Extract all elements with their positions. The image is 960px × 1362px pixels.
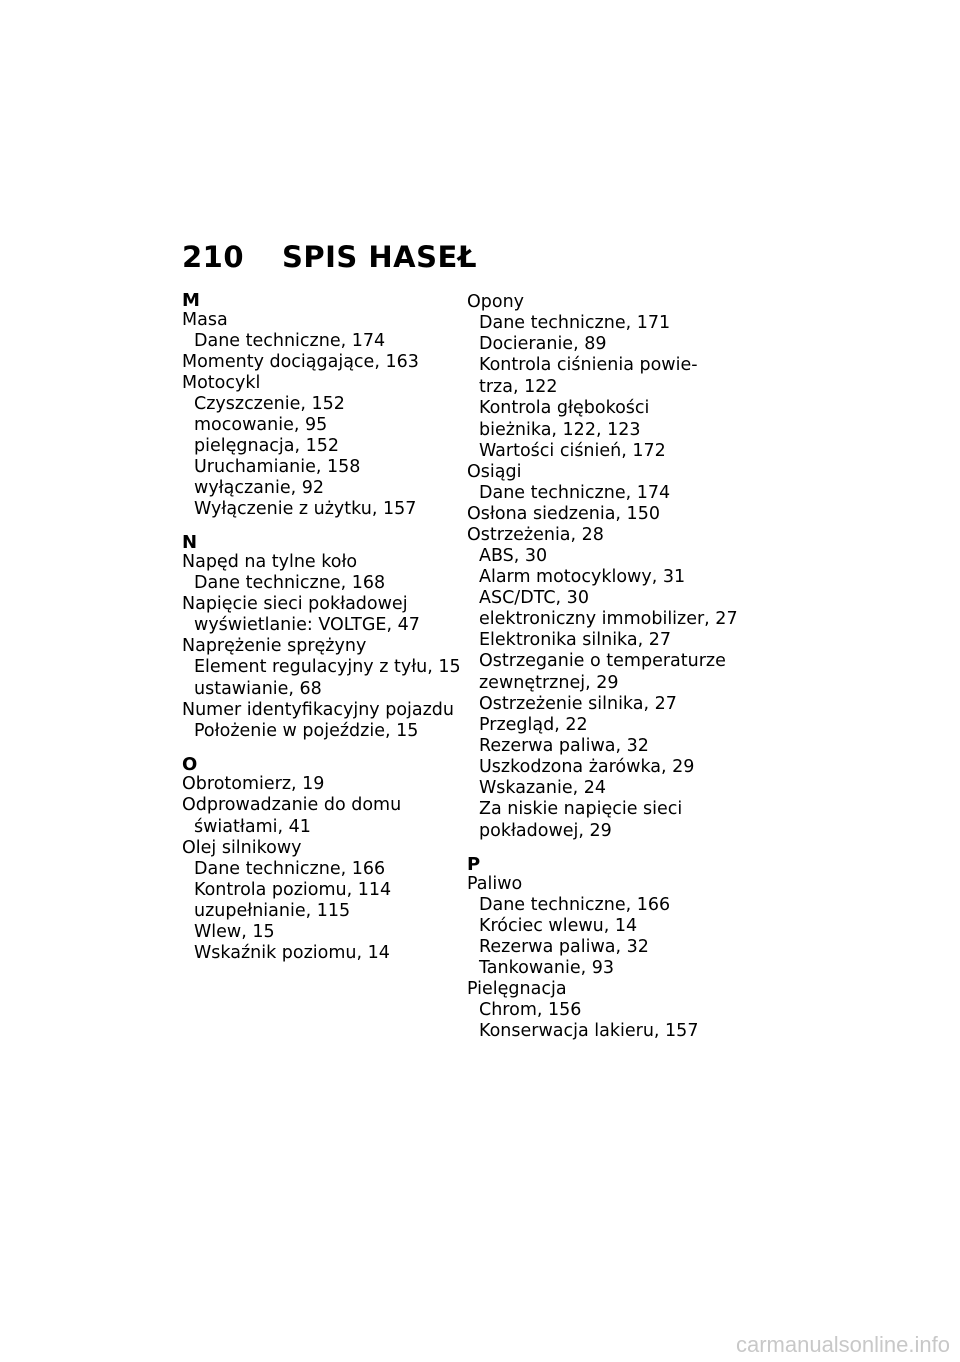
entry-subitem: Rezerwa paliwa, 32 [479, 937, 649, 957]
entry-subitem: wyświetlanie: VOLTGE, 47 [194, 615, 420, 635]
index-entry [467, 504, 752, 525]
entry-subitem: Wyłączenie z użytku, 157 [194, 499, 417, 519]
entry-subitem: Dane techniczne, 174 [194, 331, 386, 351]
entry-subitem: Dane techniczne, 174 [479, 483, 671, 503]
entry-subitem: Rezerwa paliwa, 32 [479, 736, 649, 756]
index-entry [182, 774, 467, 795]
page-number: 210 [182, 240, 245, 274]
index-entry [182, 636, 467, 700]
entry-subitem: Dane techniczne, 166 [194, 859, 386, 879]
entry-subitem: Alarm motocyklowy, 31 [479, 567, 686, 587]
entry-subitem: pielęgnacja, 152 [194, 436, 340, 456]
entry-term: Odprowadzanie do domu [182, 795, 402, 815]
page-title: SPIS HASEŁ [282, 240, 477, 274]
index-entry [467, 874, 752, 979]
entry-term: Naprężenie sprężyny [182, 636, 367, 656]
entry-term: Obrotomierz, 19 [182, 774, 325, 794]
index-entry [467, 462, 752, 504]
index-entry [182, 838, 467, 964]
entry-subitem: Ostrzeżenie silnika, 27 [479, 694, 677, 714]
entry-subitem: Wskazanie, 24 [479, 778, 606, 798]
entry-subitem: Element regulacyjny z tyłu, 15 [194, 657, 461, 677]
entry-term: Paliwo [467, 874, 523, 894]
entry-subitem: uzupełnianie, 115 [194, 901, 351, 921]
index-entry [182, 373, 467, 520]
entry-subitem: elektroniczny immobilizer, 27 [479, 609, 738, 629]
entry-term: Motocykl [182, 373, 261, 393]
entry-subitem: Wartości ciśnień, 172 [479, 441, 666, 461]
entry-subitem: Konserwacja lakieru, 157 [479, 1021, 699, 1041]
index-entry [467, 525, 752, 842]
section-letter-o: O [182, 754, 198, 775]
index-entry [182, 552, 467, 594]
entry-subitem: Ostrzeganie o temperaturze [479, 651, 726, 671]
index-entry [467, 292, 752, 462]
entry-subitem: ustawianie, 68 [194, 679, 322, 699]
entry-term: Napęd na tylne koło [182, 552, 358, 572]
entry-subitem: Elektronika silnika, 27 [479, 630, 672, 650]
entry-subitem: Kontrola głębokości [479, 398, 650, 418]
entry-subitem: mocowanie, 95 [194, 415, 328, 435]
entry-subitem: Króciec wlewu, 14 [479, 916, 638, 936]
index-column-left [182, 292, 467, 964]
entry-subitem: pokładowej, 29 [479, 821, 612, 841]
entry-subitem: Dane techniczne, 171 [479, 313, 671, 333]
entry-term: Napięcie sieci pokładowej [182, 594, 408, 614]
section-letter-p: P [467, 854, 481, 875]
index-entry [182, 594, 467, 636]
entry-subitem: Uruchamianie, 158 [194, 457, 361, 477]
entry-term: Numer identyfikacyjny pojazdu [182, 700, 455, 720]
index-entry [182, 795, 467, 838]
entry-subitem: Kontrola ciśnienia powie- [479, 355, 698, 375]
entry-term: Olej silnikowy [182, 838, 302, 858]
entry-subitem: Przegląd, 22 [479, 715, 588, 735]
entry-subitem: wyłączanie, 92 [194, 478, 325, 498]
entry-subitem: Czyszczenie, 152 [194, 394, 345, 414]
entry-subitem: Chrom, 156 [479, 1000, 582, 1020]
entry-subitem: trza, 122 [479, 377, 558, 397]
entry-subitem: ASC/DTC, 30 [479, 588, 589, 608]
entry-term: Ostrzeżenia, 28 [467, 525, 604, 545]
entry-subitem: Dane techniczne, 166 [479, 895, 671, 915]
entry-subitem: bieżnika, 122, 123 [479, 420, 641, 440]
entry-subitem: zewnętrznej, 29 [479, 673, 619, 693]
page-header [182, 240, 477, 274]
entry-subitem: Wlew, 15 [194, 922, 275, 942]
entry-term: Osiągi [467, 462, 522, 482]
entry-term: Momenty dociągające, 163 [182, 352, 419, 372]
entry-subitem: Położenie w pojeździe, 15 [194, 721, 419, 741]
index-entry [182, 352, 467, 373]
entry-subitem: Za niskie napięcie sieci [479, 799, 683, 819]
entry-subitem: Dane techniczne, 168 [194, 573, 386, 593]
entry-subitem: Tankowanie, 93 [479, 958, 614, 978]
index-column-right [467, 292, 752, 1042]
index-entry [467, 979, 752, 1042]
watermark: carmanualsonline.info [735, 1332, 950, 1357]
entry-subitem: Wskaźnik poziomu, 14 [194, 943, 390, 963]
entry-term: Osłona siedzenia, 150 [467, 504, 660, 524]
entry-subitem: Uszkodzona żarówka, 29 [479, 757, 695, 777]
section-letter-n: N [182, 532, 198, 553]
entry-subitem: Docieranie, 89 [479, 334, 607, 354]
section-letter-m: M [182, 290, 200, 311]
entry-term: Masa [182, 310, 228, 330]
entry-term: Opony [467, 292, 525, 312]
entry-term: Pielęgnacja [467, 979, 567, 999]
entry-subitem: ABS, 30 [479, 546, 548, 566]
index-entry [182, 700, 467, 742]
index-entry [182, 310, 467, 352]
entry-subitem: Kontrola poziomu, 114 [194, 880, 392, 900]
entry-subitem: światłami, 41 [194, 817, 311, 837]
